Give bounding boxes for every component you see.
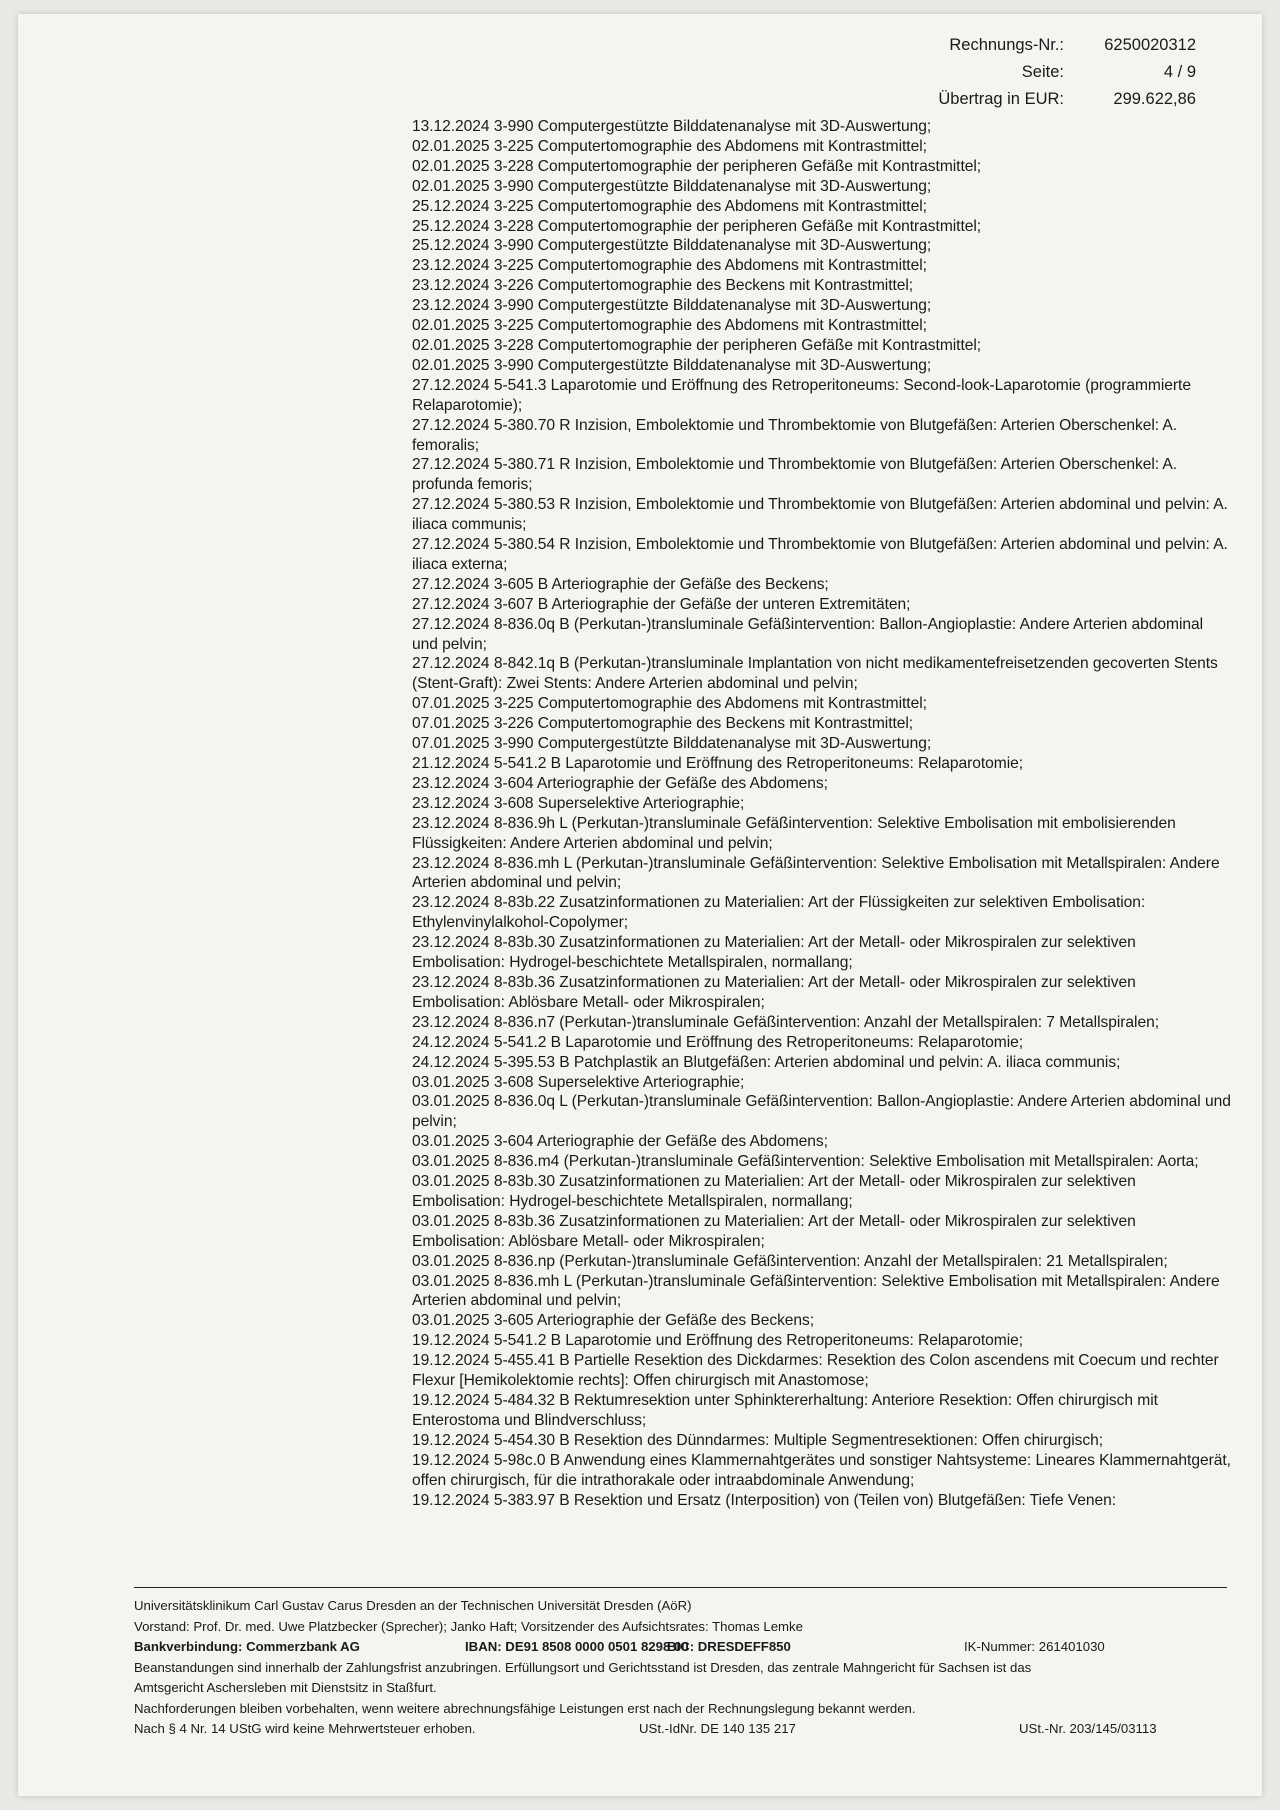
procedure-entry: 21.12.2024 5-541.2 B Laparotomie und Eröffnung des Retroperitoneums: Relaparotomie; <box>412 755 1024 772</box>
procedure-entry: 19.12.2024 5-455.41 B Partielle Resektion des Dickdarmes: Resektion des Colon ascendens mit Coecum und rechter Flexur [Hemikolektomie rechts]: Offen chirurgisch mit Anastomose; <box>412 1352 1219 1390</box>
footer-complaints: Beanstandungen sind innerhalb der Zahlungsfrist anzubringen. Erfüllungsort und Gerichtsstand ist Dresden, das zentrale Mahngericht für Sachsen ist das <box>134 1659 1032 1675</box>
procedure-entry: 13.12.2024 3-990 Computergestützte Bilddatenanalyse mit 3D-Auswertung; <box>412 118 932 135</box>
procedure-entry: 02.01.2025 3-225 Computertomographie des Abdomens mit Kontrastmittel; <box>412 137 927 155</box>
footer-board: Vorstand: Prof. Dr. med. Uwe Platzbecker (Sprecher); Janko Haft; Vorsitzender des Aufsichtsrates: Thomas Lemke <box>134 1618 803 1634</box>
procedure-entry: 03.01.2025 8-836.np (Perkutan-)transluminale Gefäßintervention: Anzahl der Metallspiralen: 21 Metallspiralen; <box>412 1252 1168 1270</box>
page-number-row <box>938 59 1196 86</box>
invoice-header <box>938 32 1196 113</box>
procedure-entry: 02.01.2025 3-228 Computertomographie der peripheren Gefäße mit Kontrastmittel; <box>412 157 982 175</box>
procedure-entry: 19.12.2024 5-383.97 B Resektion und Ersatz (Interposition) von (Teilen von) Blutgefäßen: Tiefe Venen: <box>412 1491 1117 1509</box>
procedure-entry: 03.01.2025 8-83b.36 Zusatzinformationen zu Materialien: Art der Metall- oder Mikrospiralen zur selektiven Embolisation: Ablösbare Metall- oder Mikrospiralen; <box>412 1212 1136 1250</box>
footer-bank: Bankverbindung: Commerzbank AG <box>134 1639 360 1654</box>
footer-vat-note: Nach § 4 Nr. 14 UStG wird keine Mehrwertsteuer erhoben. <box>134 1721 476 1736</box>
procedure-entry: 07.01.2025 3-990 Computergestützte Bilddatenanalyse mit 3D-Auswertung; <box>412 735 932 753</box>
footer-bic: BIC: DRESDEFF850 <box>667 1639 791 1654</box>
procedure-entry: 23.12.2024 3-225 Computertomographie des Abdomens mit Kontrastmittel; <box>412 257 927 275</box>
carry-over-row <box>938 86 1196 113</box>
procedure-entry: 19.12.2024 5-484.32 B Rektumresektion unter Sphinktererhaltung: Anteriore Resektion: Offen chirurgisch mit Enterostoma und Blindverschluss; <box>412 1392 1158 1429</box>
invoice-footer <box>134 1596 1234 1740</box>
procedure-entry: 23.12.2024 8-836.n7 (Perkutan-)transluminale Gefäßintervention: Anzahl der Metallspiralen: 7 Metallspiralen; <box>412 1013 1159 1031</box>
procedure-entry: 27.12.2024 5-380.70 R Inzision, Embolektomie und Thrombektomie von Blutgefäßen: Arterien Oberschenkel: A. femoralis; <box>412 416 1178 454</box>
page-number-label: Seite: <box>1021 63 1064 81</box>
procedure-entry: 23.12.2024 3-990 Computergestützte Bilddatenanalyse mit 3D-Auswertung; <box>412 297 932 315</box>
procedure-entry: 03.01.2025 8-836.m4 (Perkutan-)transluminale Gefäßintervention: Selektive Embolisation mit Metallspiralen: Aorta; <box>412 1153 1199 1171</box>
procedure-entry: 19.12.2024 5-541.2 B Laparotomie und Eröffnung des Retroperitoneums: Relaparotomie; <box>412 1332 1024 1350</box>
page-number-value: 4 / 9 <box>1163 63 1196 81</box>
footer-divider <box>134 1587 1227 1588</box>
procedure-entry: 03.01.2025 3-604 Arteriographie der Gefäße des Abdomens; <box>412 1133 828 1151</box>
carry-over-value: 299.622,86 <box>1113 90 1196 108</box>
footer-vat-id: USt.-IdNr. DE 140 135 217 <box>639 1721 796 1736</box>
procedure-entry: 02.01.2025 3-990 Computergestützte Bilddatenanalyse mit 3D-Auswertung; <box>412 177 932 195</box>
footer-bank-row <box>134 1637 1234 1658</box>
procedure-entry: 02.01.2025 3-225 Computertomographie des Abdomens mit Kontrastmittel; <box>412 317 927 335</box>
procedure-entry: 02.01.2025 3-990 Computergestützte Bilddatenanalyse mit 3D-Auswertung; <box>412 356 932 374</box>
procedure-entry: 27.12.2024 5-380.53 R Inzision, Embolektomie und Thrombektomie von Blutgefäßen: Arterien abdominal und pelvin: A. iliaca communis; <box>412 496 1228 534</box>
procedure-entry: 27.12.2024 5-541.3 Laparotomie und Eröffnung des Retroperitoneums: Second-look-Laparotomie (programmierte Relaparotomie); <box>412 376 1191 414</box>
procedure-entry: 23.12.2024 3-608 Superselektive Arteriographie; <box>412 794 745 812</box>
footer-ik-number: IK-Nummer: 261401030 <box>964 1639 1105 1654</box>
footer-court: Amtsgericht Aschersleben mit Dienstsitz in Staßfurt. <box>134 1680 437 1695</box>
procedure-list <box>412 117 1232 1510</box>
procedure-entry: 07.01.2025 3-225 Computertomographie des Abdomens mit Kontrastmittel; <box>412 695 927 713</box>
procedure-entry: 03.01.2025 3-605 Arteriographie der Gefäße des Beckens; <box>412 1312 815 1330</box>
procedure-entry: 25.12.2024 3-228 Computertomographie der peripheren Gefäße mit Kontrastmittel; <box>412 217 982 235</box>
invoice-number-value: 6250020312 <box>1104 36 1196 54</box>
procedure-entry: 19.12.2024 5-454.30 B Resektion des Dünndarmes: Multiple Segmentresektionen: Offen chirurgisch; <box>412 1431 1104 1449</box>
procedure-entry: 27.12.2024 5-380.71 R Inzision, Embolektomie und Thrombektomie von Blutgefäßen: Arterien Oberschenkel: A. profunda femoris; <box>412 456 1178 494</box>
procedure-entry: 24.12.2024 5-395.53 B Patchplastik an Blutgefäßen: Arterien abdominal und pelvin: A. iliaca communis; <box>412 1053 1121 1071</box>
procedure-entry: 23.12.2024 8-83b.22 Zusatzinformationen zu Materialien: Art der Flüssigkeiten zur selektiven Embolisation: Ethylenvinylalkohol-Copolymer; <box>412 894 1146 932</box>
carry-over-label: Übertrag in EUR: <box>938 90 1064 108</box>
procedure-entry: 19.12.2024 5-98c.0 B Anwendung eines Klammernahtgerätes und sonstiger Nahtsysteme: Lineares Klammernahtgerät, offen chirurgisch, für die intrathorakale oder intraabdominale Anwendung; <box>412 1451 1231 1489</box>
procedure-entry: 27.12.2024 5-380.54 R Inzision, Embolektomie und Thrombektomie von Blutgefäßen: Arterien abdominal und pelvin: A. iliaca externa; <box>412 536 1228 573</box>
procedure-entry: 23.12.2024 8-83b.30 Zusatzinformationen zu Materialien: Art der Metall- oder Mikrospiralen zur selektiven Embolisation: Hydrogel-beschichtete Metallspiralen, normallang; <box>412 934 1136 972</box>
procedure-entry: 03.01.2025 8-836.mh L (Perkutan-)transluminale Gefäßintervention: Selektive Embolisation mit Metallspiralen: Andere Arterien abdominal und pelvin; <box>412 1272 1220 1310</box>
procedure-entry: 24.12.2024 5-541.2 B Laparotomie und Eröffnung des Retroperitoneums: Relaparotomie; <box>412 1033 1024 1051</box>
procedure-entry: 03.01.2025 8-83b.30 Zusatzinformationen zu Materialien: Art der Metall- oder Mikrospiralen zur selektiven Embolisation: Hydrogel-beschichtete Metallspiralen, normallang; <box>412 1173 1136 1210</box>
invoice-number-row <box>938 32 1196 59</box>
procedure-entry: 03.01.2025 3-608 Superselektive Arteriographie; <box>412 1073 745 1091</box>
footer-claims: Nachforderungen bleiben vorbehalten, wenn weitere abrechnungsfähige Leistungen erst nach der Rechnungslegung bekannt werden. <box>134 1700 916 1716</box>
procedure-entry: 02.01.2025 3-228 Computertomographie der peripheren Gefäße mit Kontrastmittel; <box>412 336 982 354</box>
procedure-entry: 07.01.2025 3-226 Computertomographie des Beckens mit Kontrastmittel; <box>412 715 914 733</box>
procedure-entry: 27.12.2024 8-842.1q B (Perkutan-)transluminale Implantation von nicht medikamentefreisetzenden gecoverten Stents (Stent-Graft): Zwei Stents: Andere Arterien abdominal und pelvin; <box>412 655 1218 693</box>
invoice-number-label: Rechnungs-Nr.: <box>949 36 1064 54</box>
footer-tax-row <box>134 1719 1234 1740</box>
invoice-page <box>18 14 1262 1796</box>
procedure-entry: 23.12.2024 3-604 Arteriographie der Gefäße des Abdomens; <box>412 774 828 792</box>
procedure-entry: 25.12.2024 3-990 Computergestützte Bilddatenanalyse mit 3D-Auswertung; <box>412 237 932 255</box>
procedure-entry: 23.12.2024 3-226 Computertomographie des Beckens mit Kontrastmittel; <box>412 277 914 295</box>
footer-iban: IBAN: DE91 8508 0000 0501 8298 00 <box>465 1639 689 1654</box>
procedure-entry: 23.12.2024 8-83b.36 Zusatzinformationen zu Materialien: Art der Metall- oder Mikrospiralen zur selektiven Embolisation: Ablösbare Metall- oder Mikrospiralen; <box>412 973 1136 1011</box>
footer-tax-number: USt.-Nr. 203/145/03113 <box>1019 1721 1157 1736</box>
procedure-entry: 27.12.2024 8-836.0q B (Perkutan-)transluminale Gefäßintervention: Ballon-Angioplastie: Andere Arterien abdominal und pelvin; <box>412 615 1204 653</box>
procedure-entry: 25.12.2024 3-225 Computertomographie des Abdomens mit Kontrastmittel; <box>412 197 927 215</box>
procedure-entry: 23.12.2024 8-836.mh L (Perkutan-)transluminale Gefäßintervention: Selektive Embolisation mit Metallspiralen: Andere Arterien abdominal und pelvin; <box>412 854 1220 892</box>
procedure-entry: 23.12.2024 8-836.9h L (Perkutan-)transluminale Gefäßintervention: Selektive Embolisation mit embolisierenden Flüssigkeiten: Andere Arterien abdominal und pelvin; <box>412 814 1176 852</box>
footer-institution: Universitätsklinikum Carl Gustav Carus Dresden an der Technischen Universität Dresden (AöR) <box>134 1598 692 1613</box>
procedure-entry: 27.12.2024 3-607 B Arteriographie der Gefäße der unteren Extremitäten; <box>412 595 911 613</box>
procedure-entry: 03.01.2025 8-836.0q L (Perkutan-)transluminale Gefäßintervention: Ballon-Angioplastie: Andere Arterien abdominal und pelvin; <box>412 1093 1231 1131</box>
procedure-entry: 27.12.2024 3-605 B Arteriographie der Gefäße des Beckens; <box>412 575 829 593</box>
